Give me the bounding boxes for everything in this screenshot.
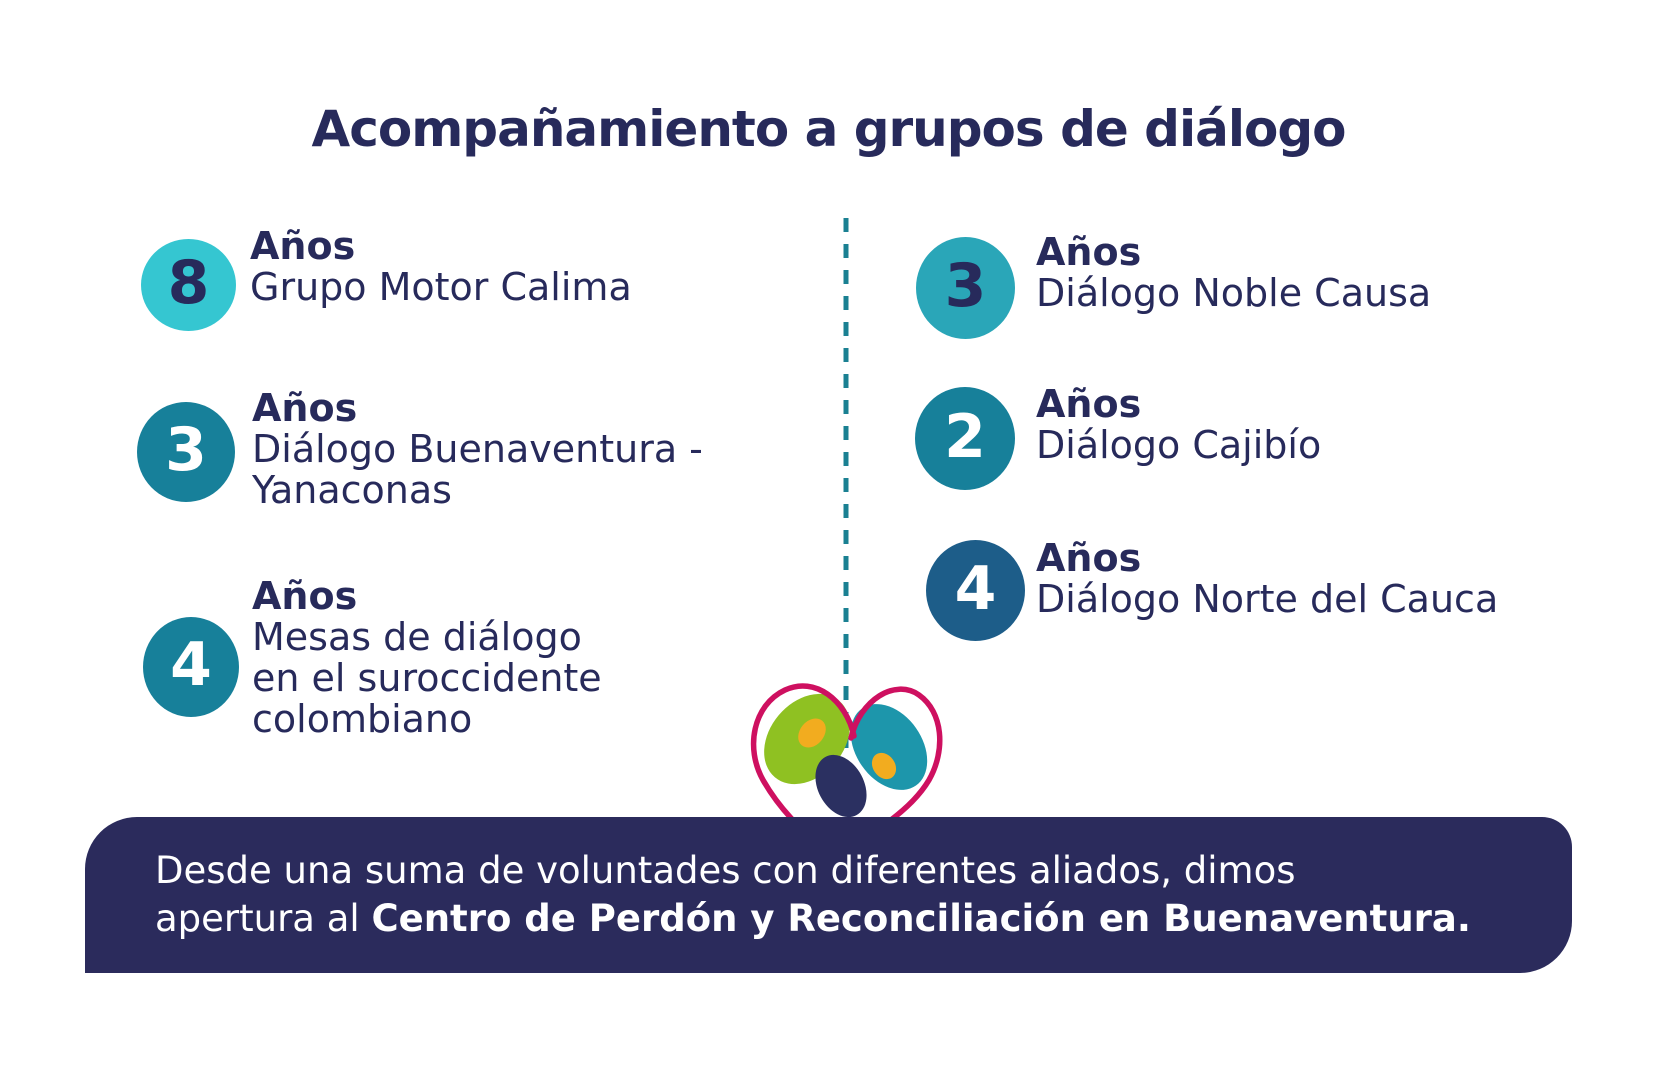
page-title: Acompañamiento a grupos de diálogo [311, 100, 1346, 158]
group-name-line: Diálogo Buenaventura - [252, 427, 703, 471]
banner-text-bold: Centro de Perdón y Reconciliación en Buenaventura. [371, 897, 1471, 940]
years-label: Años [1036, 230, 1142, 274]
years-label: Años [1036, 536, 1142, 580]
group-name-line: Diálogo Norte del Cauca [1036, 577, 1499, 621]
banner-text-line-1: Desde una suma de voluntades con diferentes aliados, dimos [155, 849, 1296, 892]
group-name-line: Yanaconas [252, 468, 452, 512]
group-name-line: Diálogo Cajibío [1036, 423, 1322, 467]
years-number: 4 [170, 630, 212, 700]
years-label: Años [252, 386, 358, 430]
years-label: Años [250, 224, 356, 268]
group-name-line: Grupo Motor Calima [250, 265, 632, 309]
years-number: 3 [165, 415, 207, 485]
years-label: Años [252, 574, 358, 618]
group-name-line: colombiano [252, 697, 473, 741]
group-name-line: Mesas de diálogo [252, 615, 582, 659]
years-number: 8 [167, 248, 210, 318]
years-number: 4 [954, 553, 997, 624]
group-name-line: Diálogo Noble Causa [1036, 271, 1432, 315]
years-number: 3 [944, 251, 987, 321]
years-number: 2 [944, 401, 986, 472]
bottom-banner [85, 817, 1572, 973]
group-name-line: en el suroccidente [252, 656, 602, 700]
banner-text-line-2 [155, 895, 1572, 943]
banner-text-regular: apertura al [155, 897, 372, 940]
years-label: Años [1036, 382, 1142, 426]
